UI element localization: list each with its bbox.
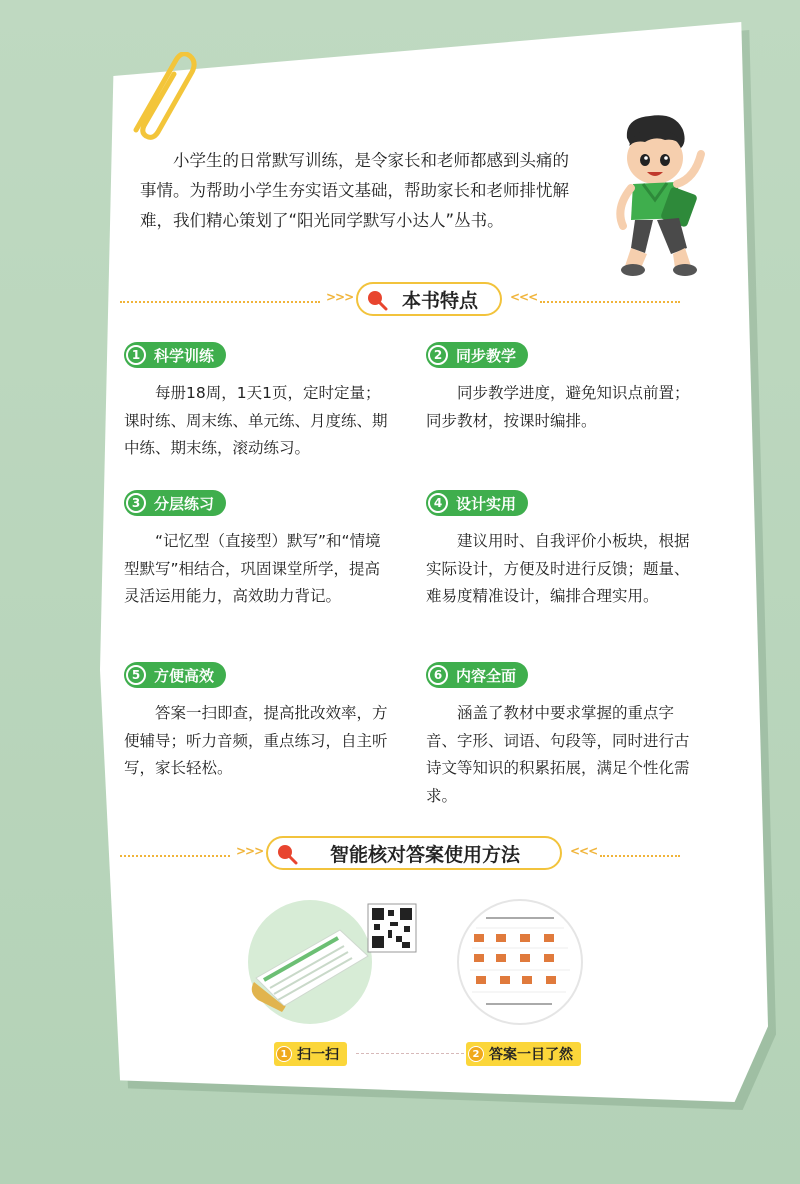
feature-number: 6 xyxy=(428,665,448,685)
feature-description: 建议用时、自我评价小板块，根据实际设计，方便及时进行反馈；题量、难易度精准设计，编排合理实用。 xyxy=(426,532,690,605)
arrows-right: <<< xyxy=(570,844,598,858)
feature-number: 4 xyxy=(428,493,448,513)
feature-number: 2 xyxy=(428,345,448,365)
feature-card xyxy=(124,490,394,611)
features-section-header xyxy=(120,282,680,322)
step-text: 答案一目了然 xyxy=(489,1047,573,1063)
feature-card xyxy=(426,342,696,435)
feature-number: 3 xyxy=(126,493,146,513)
answers-section-header xyxy=(120,836,680,876)
dotted-line-left xyxy=(120,301,320,303)
feature-tag xyxy=(124,490,226,516)
feature-tag xyxy=(426,662,528,688)
feature-description: 答案一扫即查，提高批改效率，方便辅导；听力音频，重点练习，自主听写，家长轻松。 xyxy=(124,704,388,777)
feature-number: 5 xyxy=(126,665,146,685)
pushpin-icon xyxy=(276,843,298,865)
feature-description: 涵盖了教材中要求掌握的重点字音、字形、词语、句段等，同时进行古诗文等知识的积累拓展，满足个性化需求。 xyxy=(426,704,690,805)
feature-title: 设计实用 xyxy=(456,494,517,513)
feature-card xyxy=(124,342,394,463)
arrows-right: <<< xyxy=(510,290,538,304)
feature-card xyxy=(426,662,696,810)
feature-tag xyxy=(426,342,528,368)
step-label xyxy=(274,1042,347,1066)
dotted-line-right xyxy=(600,855,680,857)
feature-tag xyxy=(426,490,528,516)
feature-number: 1 xyxy=(126,345,146,365)
cartoon-boy-mascot xyxy=(605,108,715,278)
intro-text: 小学生的日常默写训练，是令家长和老师都感到头痛的事情。为帮助小学生夯实语文基础，帮助家长和老师排忧解难，我们精心策划了“阳光同学默写小达人”丛书。 xyxy=(140,151,569,230)
step-label xyxy=(466,1042,581,1066)
step-connector-line xyxy=(356,1053,464,1054)
section-title-pill xyxy=(356,282,502,316)
step-number: 1 xyxy=(276,1046,292,1062)
feature-title: 分层练习 xyxy=(154,494,215,513)
feature-description: 每册18周，1天1页，定时定量；课时练、周末练、单元练、月度练、期中练、期末练，滚动练习。 xyxy=(124,384,388,457)
step-text: 扫一扫 xyxy=(297,1047,339,1063)
dotted-line-right xyxy=(540,301,680,303)
paperclip-icon xyxy=(122,52,202,142)
answers-section-title: 智能核对答案使用方法 xyxy=(329,843,520,866)
step-number: 2 xyxy=(468,1046,484,1062)
feature-description: 同步教学进度，避免知识点前置；同步教材，按课时编排。 xyxy=(426,384,690,430)
dotted-line-left xyxy=(120,855,230,857)
intro-paragraph xyxy=(140,146,580,236)
feature-tag xyxy=(124,662,226,688)
feature-card xyxy=(124,662,394,783)
arrows-left: >>> xyxy=(236,844,264,858)
answer-sheet-magnified xyxy=(456,898,586,1028)
section-title-pill xyxy=(266,836,562,870)
feature-title: 同步教学 xyxy=(456,346,517,365)
feature-title: 内容全面 xyxy=(456,666,517,685)
arrows-left: >>> xyxy=(326,290,354,304)
features-section-title: 本书特点 xyxy=(401,289,478,312)
feature-description: “记忆型（直接型）默写”和“情境型默写”相结合，巩固课堂所学，提高灵活运用能力，高效助力背记。 xyxy=(124,532,381,605)
feature-title: 方便高效 xyxy=(154,666,215,685)
scan-book-qr-illustration xyxy=(244,896,424,1032)
pushpin-icon xyxy=(366,289,388,311)
feature-title: 科学训练 xyxy=(154,346,215,365)
feature-card xyxy=(426,490,696,611)
feature-tag xyxy=(124,342,226,368)
